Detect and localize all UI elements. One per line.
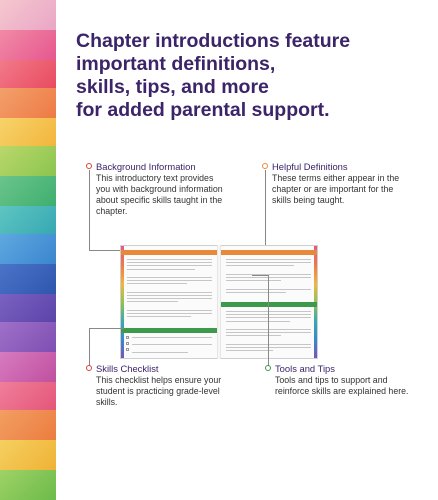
checklist-box bbox=[126, 348, 129, 351]
tools-callout-dot bbox=[265, 365, 271, 371]
definitions-callout-text bbox=[272, 173, 434, 206]
background-callout-dot bbox=[86, 163, 92, 169]
headline-line-1: Chapter introductions feature bbox=[76, 30, 351, 52]
tools-callout-line: Tools and tips to support and bbox=[275, 375, 388, 385]
workbook-spread-image bbox=[120, 245, 318, 359]
checklist-callout-line: student is practicing grade-level bbox=[96, 386, 220, 396]
definitions-callout-line: skills being taught. bbox=[272, 195, 345, 205]
workbook-left-page bbox=[120, 245, 219, 359]
tools-callout-title: Tools and Tips bbox=[275, 363, 335, 374]
tools-connector-line bbox=[268, 275, 269, 368]
definitions-callout-dot bbox=[262, 163, 268, 169]
checklist-box bbox=[126, 336, 129, 339]
background-connector-line-h bbox=[89, 250, 123, 251]
checklist-callout-line: skills. bbox=[96, 397, 118, 407]
background-callout-text bbox=[96, 173, 271, 217]
checklist-connector-line-h bbox=[89, 328, 124, 329]
headline-line-2: important definitions, bbox=[76, 53, 276, 75]
checklist-callout-title: Skills Checklist bbox=[96, 363, 159, 374]
background-callout-title: Background Information bbox=[96, 161, 196, 172]
tools-connector-line-h bbox=[252, 275, 268, 276]
workbook-right-page bbox=[219, 245, 318, 359]
checklist-connector-line bbox=[89, 328, 90, 368]
tools-callout-text bbox=[275, 375, 435, 397]
background-callout-line: about specific skills taught in the bbox=[96, 195, 223, 205]
headline-line-4: for added parental support. bbox=[76, 99, 330, 121]
tools-callout-line: reinforce skills are explained here. bbox=[275, 386, 409, 396]
background-callout-line: This introductory text provides bbox=[96, 173, 214, 183]
book-spine bbox=[217, 245, 221, 359]
page-checklist-bar bbox=[121, 328, 218, 333]
background-callout-line: you with background information bbox=[96, 184, 223, 194]
checklist-lines bbox=[132, 337, 212, 355]
headline bbox=[76, 30, 426, 122]
page-text-lines bbox=[127, 259, 212, 319]
background-connector-line bbox=[89, 170, 90, 250]
checklist-callout-dot bbox=[86, 365, 92, 371]
headline-line-3: skills, tips, and more bbox=[76, 76, 269, 98]
background-callout-line: chapter. bbox=[96, 206, 128, 216]
page-rainbow-edge bbox=[121, 246, 124, 359]
page-header-bar bbox=[220, 250, 317, 255]
checklist-callout-text bbox=[96, 375, 266, 408]
page-text-lines bbox=[226, 311, 311, 353]
checklist-box bbox=[126, 342, 129, 345]
definitions-connector-line bbox=[265, 170, 266, 250]
rainbow-side-strip bbox=[0, 0, 56, 500]
page-text-lines bbox=[226, 259, 311, 295]
checklist-callout-line: This checklist helps ensure your bbox=[96, 375, 222, 385]
page-tools-bar bbox=[220, 302, 317, 307]
page-header-bar bbox=[121, 250, 218, 255]
definitions-callout-line: chapter or are important for the bbox=[272, 184, 394, 194]
definitions-callout-line: These terms either appear in the bbox=[272, 173, 400, 183]
definitions-callout-title: Helpful Definitions bbox=[272, 161, 348, 172]
